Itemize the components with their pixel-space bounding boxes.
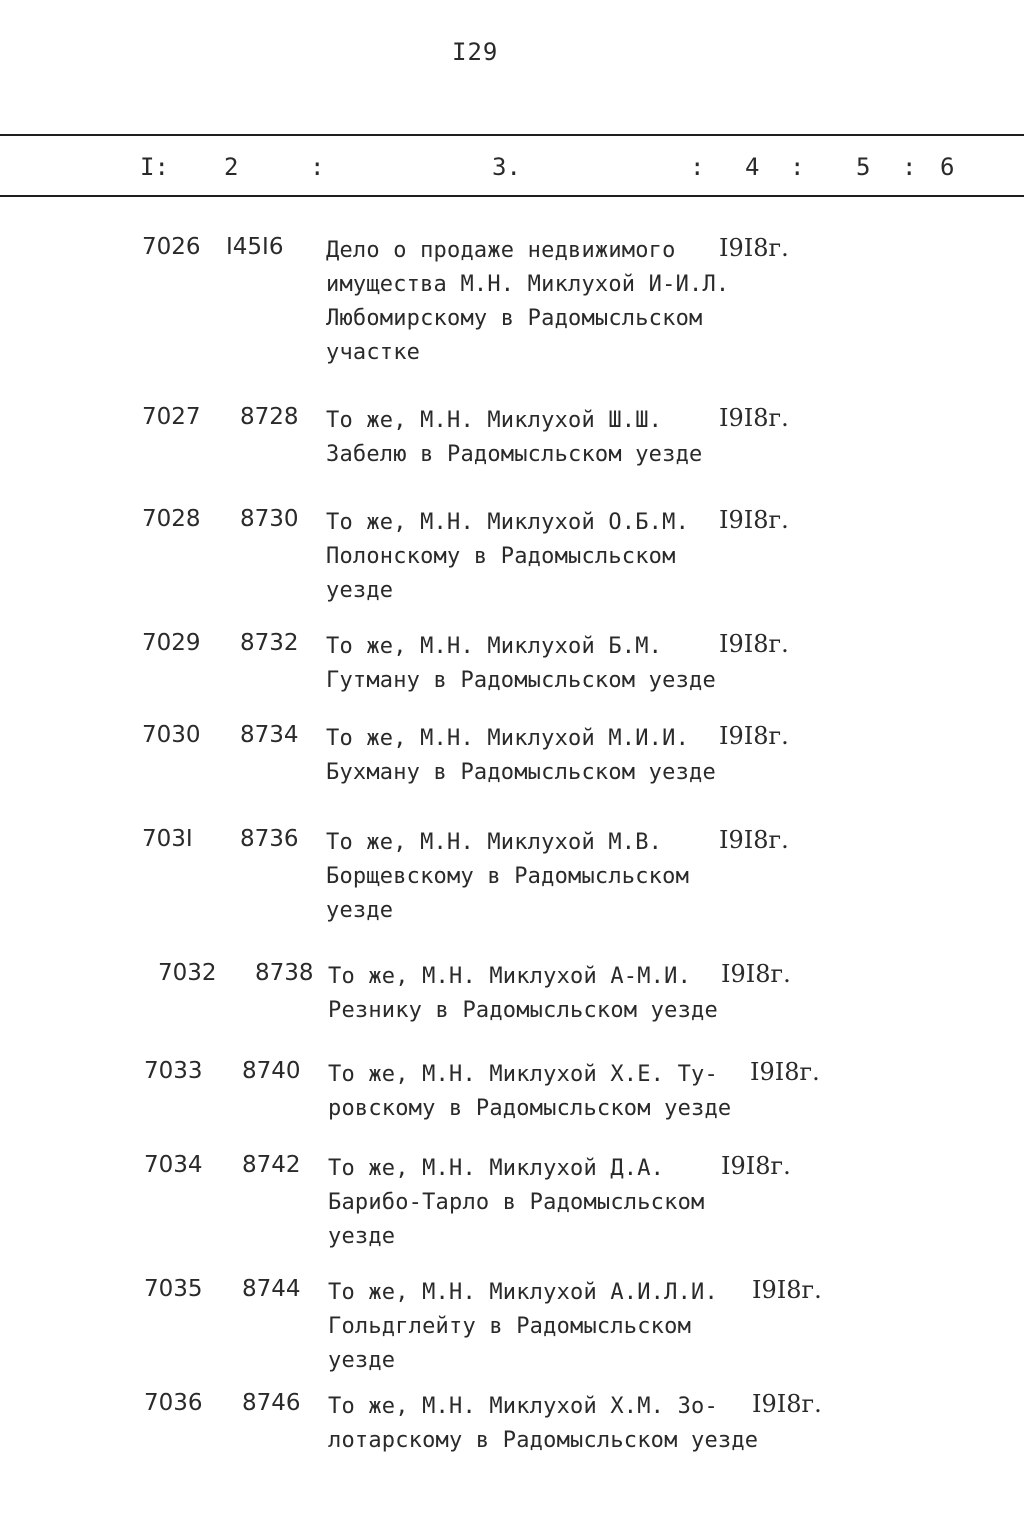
record-year: I9I8г. [719,234,789,262]
column-header-3: 3. [492,153,521,181]
description-line: То же, М.Н. Миклухой Б.М. [326,634,663,659]
file-number: 8744 [242,1276,301,1302]
description-line: уезде [328,1224,396,1249]
record-year: I9I8г. [719,826,789,854]
description-line: То же, М.Н. Миклухой Х.Е. Ту- [328,1062,718,1087]
record-description [328,1058,758,1126]
record-description [328,1152,758,1254]
description-line: То же, М.Н. Миклухой О.Б.М. [326,510,690,535]
description-line: То же, М.Н. Миклухой А.И.Л.И. [328,1280,718,1305]
record-year: I9I8г. [750,1058,820,1086]
record-number: 7035 [144,1276,203,1302]
record-year: I9I8г. [719,722,789,750]
column-header-6: 6 [940,153,955,181]
record-number: 7026 [142,234,201,260]
description-line: Любомирскому в Радомысльском [326,306,703,331]
record-year: I9I8г. [719,630,789,658]
description-line: Гольдглейту в Радомысльском [328,1314,692,1339]
file-number: 8742 [242,1152,301,1178]
record-year: I9I8г. [719,506,789,534]
record-description [326,722,756,790]
description-line: Полонскому в Радомысльском [326,544,676,569]
description-line: Барибо-Тарло в Радомысльском [328,1190,705,1215]
record-number: 7036 [144,1390,203,1416]
description-line: То же, М.Н. Миклухой М.И.И. [326,726,690,751]
description-line: То же, М.Н. Миклухой Д.А. [328,1156,665,1181]
file-number: 8734 [240,722,299,748]
record-description [326,506,756,608]
file-number: 8736 [240,826,299,852]
description-line: Забелю в Радомысльском уезде [326,442,703,467]
column-header-5: 5 [856,153,871,181]
header-top-rule [0,134,1024,136]
record-number: 7030 [142,722,201,748]
description-line: уезде [326,898,394,923]
column-header-2: 2 [224,153,239,181]
column-header-1: I: [140,153,169,181]
description-line: уезде [328,1348,396,1373]
record-description [328,1390,758,1458]
record-year: I9I8г. [721,960,791,988]
record-description [326,404,756,472]
record-number: 7029 [142,630,201,656]
description-line: Резнику в Радомысльском уезде [328,998,718,1023]
column-separator: : [902,153,917,181]
description-line: уезде [326,578,394,603]
record-year: I9I8г. [719,404,789,432]
record-year: I9I8г. [721,1152,791,1180]
file-number: 8732 [240,630,299,656]
description-line: То же, М.Н. Миклухой Х.М. Зо- [328,1394,718,1419]
column-separator: : [790,153,805,181]
record-number: 703I [142,826,193,852]
column-separator: : [690,153,705,181]
file-number: 8728 [240,404,299,430]
description-line: То же, М.Н. Миклухой Ш.Ш. [326,408,663,433]
description-line: ровскому в Радомысльском уезде [328,1096,732,1121]
description-line: Бухману в Радомысльском уезде [326,760,716,785]
file-number: I45I6 [226,234,284,260]
page-number: I29 [452,38,499,66]
description-line: Борщевскому в Радомысльском [326,864,690,889]
record-number: 7027 [142,404,201,430]
description-line: лотарскому в Радомысльском уезде [328,1428,759,1453]
record-description [326,826,756,928]
description-line: участке [326,340,421,365]
record-description [326,630,756,698]
record-number: 7034 [144,1152,203,1178]
record-description [328,1276,758,1378]
record-number: 7028 [142,506,201,532]
record-number: 7032 [158,960,217,986]
record-year: I9I8г. [752,1276,822,1304]
description-line: То же, М.Н. Миклухой М.В. [326,830,663,855]
record-year: I9I8г. [752,1390,822,1418]
record-number: 7033 [144,1058,203,1084]
description-line: То же, М.Н. Миклухой А-М.И. [328,964,692,989]
description-line: имущества М.Н. Миклухой И-И.Л. [326,272,730,297]
record-description [328,960,758,1028]
record-description [326,234,756,370]
file-number: 8740 [242,1058,301,1084]
description-line: Дело о продаже недвижимого [326,238,676,263]
file-number: 8738 [255,960,314,986]
file-number: 8730 [240,506,299,532]
description-line: Гутману в Радомысльском уезде [326,668,716,693]
column-separator: : [310,153,325,181]
header-bottom-rule [0,195,1024,197]
column-header-4: 4 [745,153,760,181]
file-number: 8746 [242,1390,301,1416]
